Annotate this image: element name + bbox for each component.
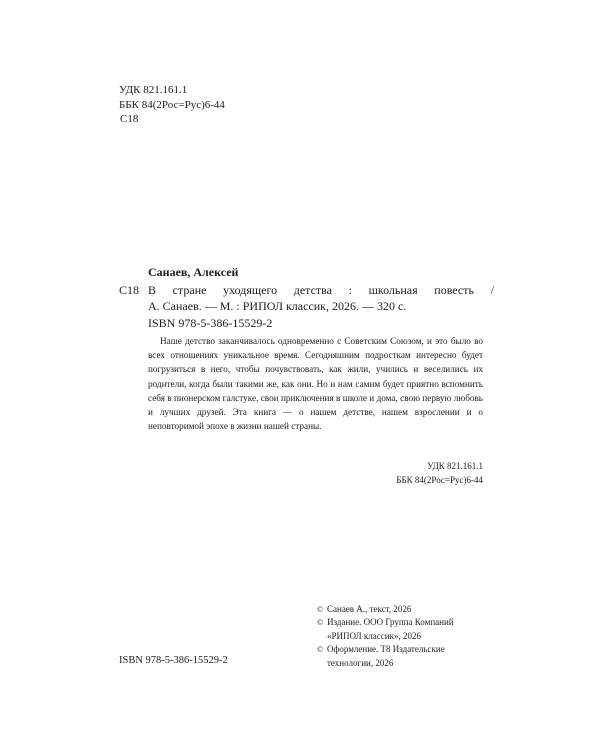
title-word: : <box>348 283 352 297</box>
copyright-line: технологии, 2026 <box>327 657 394 668</box>
title-word: уходящего <box>223 283 278 297</box>
title-word: повесть <box>434 283 474 297</box>
author-sign: С18 <box>120 113 139 125</box>
copyright-line: Оформление. Т8 Издательские <box>327 644 445 655</box>
title-word: школьная <box>368 283 418 297</box>
copyright-line: «РИПОЛ классик», 2026 <box>327 630 421 641</box>
copyright-icon: © <box>317 605 324 614</box>
udk-block-top <box>119 83 225 127</box>
catalog-author-sign: С18 <box>119 283 140 297</box>
title-word: детства <box>293 283 332 297</box>
bbk-code: ББК 84(2Рос=Рус)6-44 <box>119 98 225 111</box>
udk-code-right: УДК 821.161.1 <box>427 461 483 471</box>
copyright-line: Издание. ООО Группа Компаний <box>327 617 454 628</box>
copyright-entry <box>317 603 507 616</box>
copyright-icon: © <box>317 618 324 628</box>
isbn-bottom: ISBN 978-5-386-15529-2 <box>119 655 228 666</box>
author-name: Санаев, Алексей <box>148 265 239 279</box>
bbk-code-right: ББК 84(2Рос=Рус)6-44 <box>396 474 483 485</box>
annotation-text: Наше детство заканчивалось одновременно с Советским Союзом, и это было во всех отношениях уникальное время. Сегодняшним подросткам интересно будет погрузиться в него, чтобы почувствовать, как жили, учились и веселились их родители, когда были такими же, как они. Но и нам самим будет приятно вспомнить себя в пионерском галстуке, свои приключения в школе и дома, свою первую любовь и лучших друзей. Эта книга — о нашем детстве, нашем взрослении и о неповторимой эпохе в жизни нашей страны. <box>148 336 483 432</box>
title-word: В <box>148 283 157 297</box>
copyright-line: Санаев А., текст, 2026 <box>327 604 412 614</box>
udk-block-right <box>396 460 483 487</box>
udk-code: УДК 821.161.1 <box>119 84 188 96</box>
copyright-icon: © <box>317 645 324 655</box>
title-line-2: А. Санаев. — М. : РИПОЛ классик, 2026. — 320 с. <box>148 298 407 313</box>
copyright-block <box>317 603 507 670</box>
title-word: стране <box>172 283 207 297</box>
title-line-1 <box>148 283 494 299</box>
copyright-entry <box>317 616 507 643</box>
copyright-entry <box>317 643 507 670</box>
title-description <box>148 283 494 314</box>
catalog-isbn: ISBN 978-5-386-15529-2 <box>148 316 273 330</box>
title-word: / <box>490 283 494 297</box>
